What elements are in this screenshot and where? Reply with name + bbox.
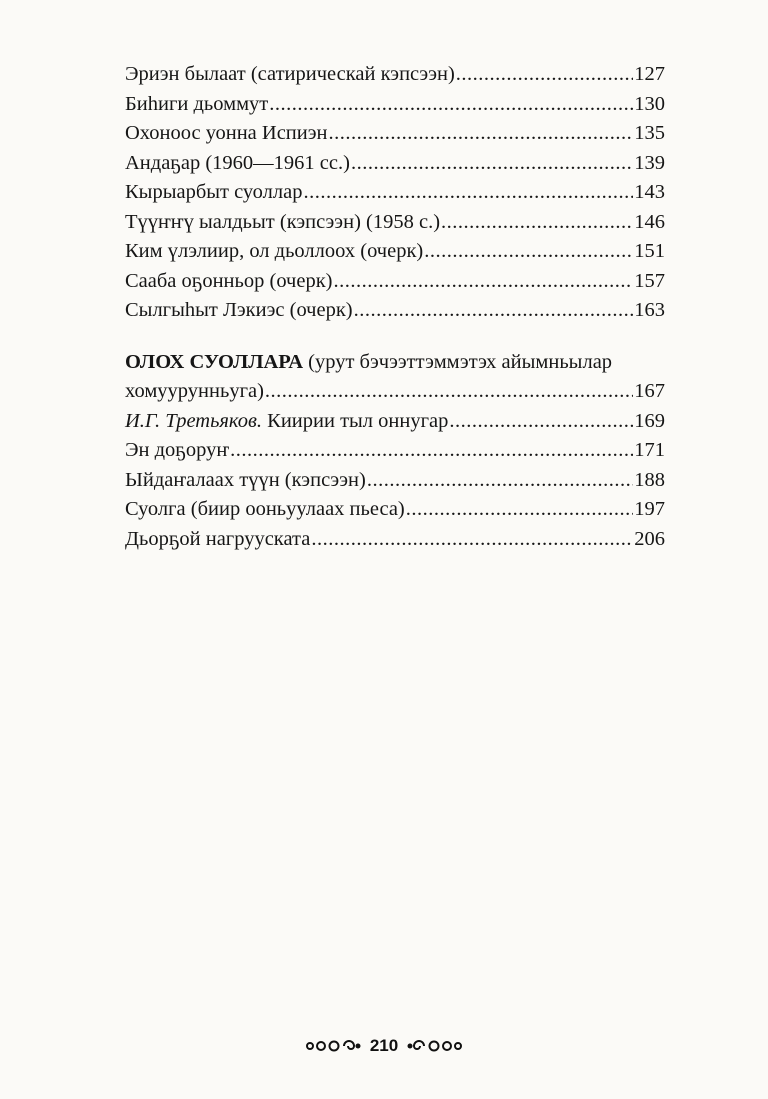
leader-dots xyxy=(424,237,633,267)
leader-dots xyxy=(456,60,633,90)
page-footer xyxy=(0,1036,768,1056)
toc-entry-title-text: Кырыарбыт суоллар xyxy=(125,181,303,203)
toc-entry-page: 206 xyxy=(634,527,665,550)
toc-entry-page: 157 xyxy=(634,269,665,292)
leader-dots xyxy=(303,178,633,208)
toc-entry xyxy=(125,495,665,525)
toc-entry-page: 151 xyxy=(634,240,665,262)
section-heading-bold: ОЛОХ СУОЛЛАРА xyxy=(125,350,304,373)
toc-entry-title xyxy=(125,237,423,267)
leader-dots xyxy=(449,407,633,437)
toc-entry-title-text: Эриэн былаат (сатирическай кэпсээн) xyxy=(125,63,455,85)
toc-group-stories xyxy=(125,60,665,326)
toc-entry-title xyxy=(125,60,455,90)
toc-entry-title-text: Ыйдаҥалаах түүн (кэпсээн) xyxy=(125,468,366,491)
toc-entry-title-text: Түүҥҥү ыалдьыт (кэпсээн) (1958 с.) xyxy=(125,210,441,233)
leader-dots xyxy=(354,296,634,326)
toc-entry-title xyxy=(125,178,302,208)
toc-entry-title-text: Андаҕар (1960—1961 сс.) xyxy=(125,151,350,174)
leader-dots xyxy=(367,466,633,496)
toc-entry-page: 169 xyxy=(634,409,665,432)
leader-dots xyxy=(351,149,633,179)
leader-dots xyxy=(441,208,633,238)
toc-entry-title xyxy=(125,208,440,238)
toc-entry xyxy=(125,237,665,267)
toc-entry-page: 130 xyxy=(634,92,665,115)
leader-dots xyxy=(311,525,633,555)
toc-entry-title-text: Ким үлэлиир, ол дьоллоох (очерк) xyxy=(125,240,424,262)
toc-entry-title xyxy=(125,90,268,120)
toc-entry-title xyxy=(125,407,448,437)
leader-dots xyxy=(230,436,633,466)
table-of-contents xyxy=(125,60,665,554)
toc-group-section xyxy=(125,407,665,555)
section-heading-rest: (урут бэчээттэммэтэх айымньылар xyxy=(303,350,613,373)
leader-dots xyxy=(265,377,633,407)
toc-entry-page: 188 xyxy=(634,468,665,491)
toc-entry xyxy=(125,407,665,437)
toc-entry-title-text: Сылгыһыт Лэкиэс (очерк) xyxy=(125,299,353,321)
toc-entry-page: 163 xyxy=(634,299,665,321)
toc-entry-title-text: Дьорҕой нагрууската xyxy=(125,527,311,550)
toc-entry-page: 139 xyxy=(634,151,665,174)
section-heading-continuation: хомуурунньуга) xyxy=(125,380,264,402)
toc-entry-title xyxy=(125,149,350,179)
left-ornament-icon xyxy=(304,1039,362,1053)
toc-entry-title-text: Суолга (биир ооньуулаах пьеса) xyxy=(125,498,405,520)
toc-entry xyxy=(125,119,665,149)
leader-dots xyxy=(269,90,633,120)
toc-entry-title xyxy=(125,436,229,466)
toc-entry-page: 135 xyxy=(634,122,665,144)
right-ornament-icon xyxy=(406,1039,464,1053)
toc-entry-title-text: Охоноос уонна Испиэн xyxy=(125,122,328,144)
toc-entry xyxy=(125,60,665,90)
toc-entry xyxy=(125,525,665,555)
toc-entry xyxy=(125,208,665,238)
toc-entry-page: 127 xyxy=(634,63,665,85)
toc-entry-title xyxy=(125,296,353,326)
toc-entry-page: 171 xyxy=(634,439,665,461)
toc-entry xyxy=(125,149,665,179)
section-heading-line-1 xyxy=(125,348,665,378)
toc-entry-author: И.Г. Третьяков. xyxy=(125,409,263,432)
toc-entry-title xyxy=(125,466,366,496)
toc-entry xyxy=(125,90,665,120)
toc-entry-title xyxy=(125,119,328,149)
toc-entry-title-text: Сааба оҕонньор (очерк) xyxy=(125,269,333,292)
toc-entry-title-text: Киирии тыл оннугар xyxy=(262,409,449,432)
section-page-number: 167 xyxy=(634,380,665,402)
page-number: 210 xyxy=(369,1036,399,1055)
leader-dots xyxy=(329,119,634,149)
leader-dots xyxy=(406,495,634,525)
section-heading-line-2 xyxy=(125,377,665,407)
toc-entry xyxy=(125,267,665,297)
toc-entry-page: 197 xyxy=(634,498,665,520)
leader-dots xyxy=(334,267,634,297)
toc-entry-title xyxy=(125,525,310,555)
toc-entry-page: 143 xyxy=(634,181,665,203)
toc-entry xyxy=(125,466,665,496)
toc-entry xyxy=(125,436,665,466)
section-gap xyxy=(125,326,665,348)
toc-entry-title xyxy=(125,495,405,525)
toc-entry-title xyxy=(125,267,333,297)
toc-entry xyxy=(125,178,665,208)
toc-entry xyxy=(125,296,665,326)
toc-entry-page: 146 xyxy=(634,210,665,233)
toc-entry-title-text: Биһиги дьоммут xyxy=(125,92,269,115)
toc-entry-title-text: Эн доҕоруҥ xyxy=(125,439,230,461)
